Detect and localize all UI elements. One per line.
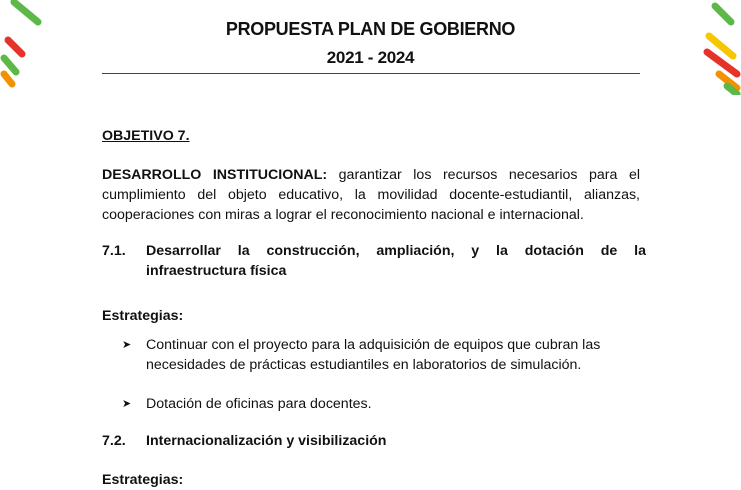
- section-number: 7.1.: [102, 243, 126, 259]
- arrow-bullet-icon: ➤: [122, 398, 132, 410]
- list-item-text: Continuar con el proyecto para la adquisición de equipos que cubran las necesidades de prácticas estudiantiles en laboratorios de simulación.: [146, 337, 601, 373]
- corner-decoration-left-icon: [0, 0, 50, 90]
- objective-heading: OBJETIVO 7.: [102, 128, 190, 144]
- document-period: 2021 - 2024: [326, 48, 415, 67]
- strategies-label: Estrategias:: [102, 308, 184, 324]
- section-7-1: [102, 241, 646, 281]
- objective-text: garantizar los recursos necesarios para el cumplimiento del objeto educativo, la movilidad docente-estudiantil, alianzas, cooperaciones con miras a lograr el reconocimiento nacional e internacional.: [102, 167, 640, 223]
- arrow-bullet-icon: ➤: [122, 339, 132, 351]
- list-item: [122, 394, 622, 414]
- objective-description: [102, 165, 640, 225]
- section-7-2: [102, 431, 646, 451]
- strategies-label: Estrategias:: [102, 472, 184, 488]
- document-title: PROPUESTA PLAN DE GOBIERNO: [225, 19, 516, 39]
- section-number: 7.2.: [102, 433, 126, 449]
- section-title: Desarrollar la construcción, ampliación, y la dotación de la infraestructura física: [146, 243, 646, 279]
- section-title: Internacionalización y visibilización: [146, 433, 387, 449]
- list-item-text: Dotación de oficinas para docentes.: [146, 396, 372, 412]
- objective-lead: DESARROLLO INSTITUCIONAL:: [102, 167, 328, 183]
- list-item: [122, 335, 622, 375]
- header-divider: [102, 73, 640, 74]
